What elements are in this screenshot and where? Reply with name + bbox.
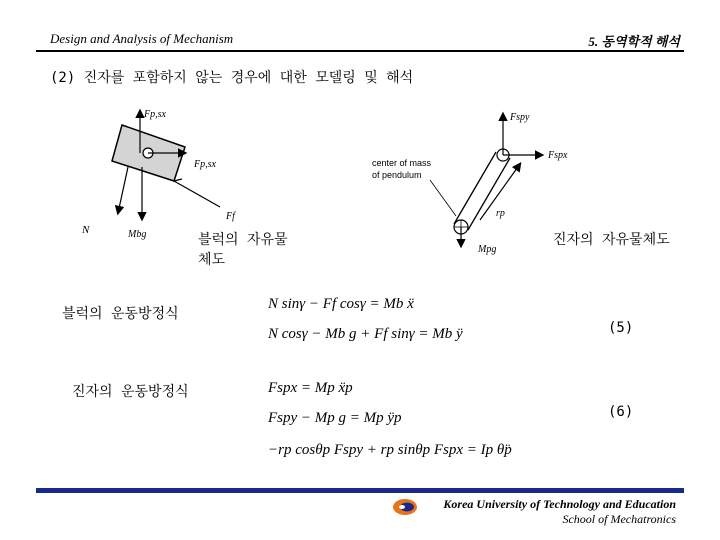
course-title: Design and Analysis of Mechanism	[50, 31, 234, 46]
com-leader	[430, 180, 456, 216]
footer-university: Korea University of Technology and Education	[443, 497, 676, 511]
pendulum-caption: 진자의 자유물체도	[553, 232, 670, 248]
pendulum-rod	[454, 149, 510, 234]
block-eq-number: (5)	[608, 320, 634, 336]
label-mpg: Mpg	[478, 244, 497, 255]
label-fspy: Fspy	[510, 112, 530, 123]
label-rp: rp	[496, 208, 505, 219]
section-title: (2) 진자를 포함하지 않는 경우에 대한 모델링 및 해석	[50, 70, 414, 86]
footer-school: School of Mechatronics	[562, 512, 676, 526]
label-com-2: of pendulum	[372, 170, 422, 180]
block-caption-line2: 체도	[198, 252, 226, 268]
pendulum-eq-1: Fspx = Mp ẍp	[268, 380, 353, 396]
block-free-body-diagram	[70, 95, 260, 245]
pendulum-eq-3: −rp cosθp Fspy + rp sinθp Fspx = Ip θ̈p	[268, 442, 512, 458]
pendulum-eq-number: (6)	[608, 404, 634, 420]
chapter-title: 5. 동역학적 해석	[588, 34, 680, 49]
label-mbg: Mbg	[128, 229, 147, 240]
university-logo-icon	[392, 496, 418, 518]
pendulum-free-body-diagram	[370, 100, 570, 265]
label-ff: Ff	[226, 211, 235, 222]
block-eq-2: N cosγ − Mb g + Ff sinγ = Mb ÿ	[268, 326, 463, 342]
pendulum-eq-2: Fspy − Mp g = Mp ÿp	[268, 410, 402, 426]
label-fspx: Fspx	[548, 150, 568, 161]
block-eq-1: N sinγ − Ff cosγ = Mb ẍ	[268, 296, 414, 312]
footer-rule	[36, 488, 684, 493]
normal-force-arrow	[118, 167, 128, 213]
block-caption-line1: 블럭의 자유물	[198, 232, 288, 248]
label-fpsx-right: Fp,sx	[194, 159, 216, 170]
block-eq-label: 블럭의 운동방정식	[62, 306, 179, 322]
header-rule	[36, 50, 684, 52]
label-com-1: center of mass	[372, 158, 432, 168]
pendulum-eq-label: 진자의 운동방정식	[72, 384, 189, 400]
friction-arrow	[174, 181, 220, 207]
label-fpsx-top: Fp,sx	[144, 109, 166, 120]
label-n: N	[82, 224, 90, 236]
